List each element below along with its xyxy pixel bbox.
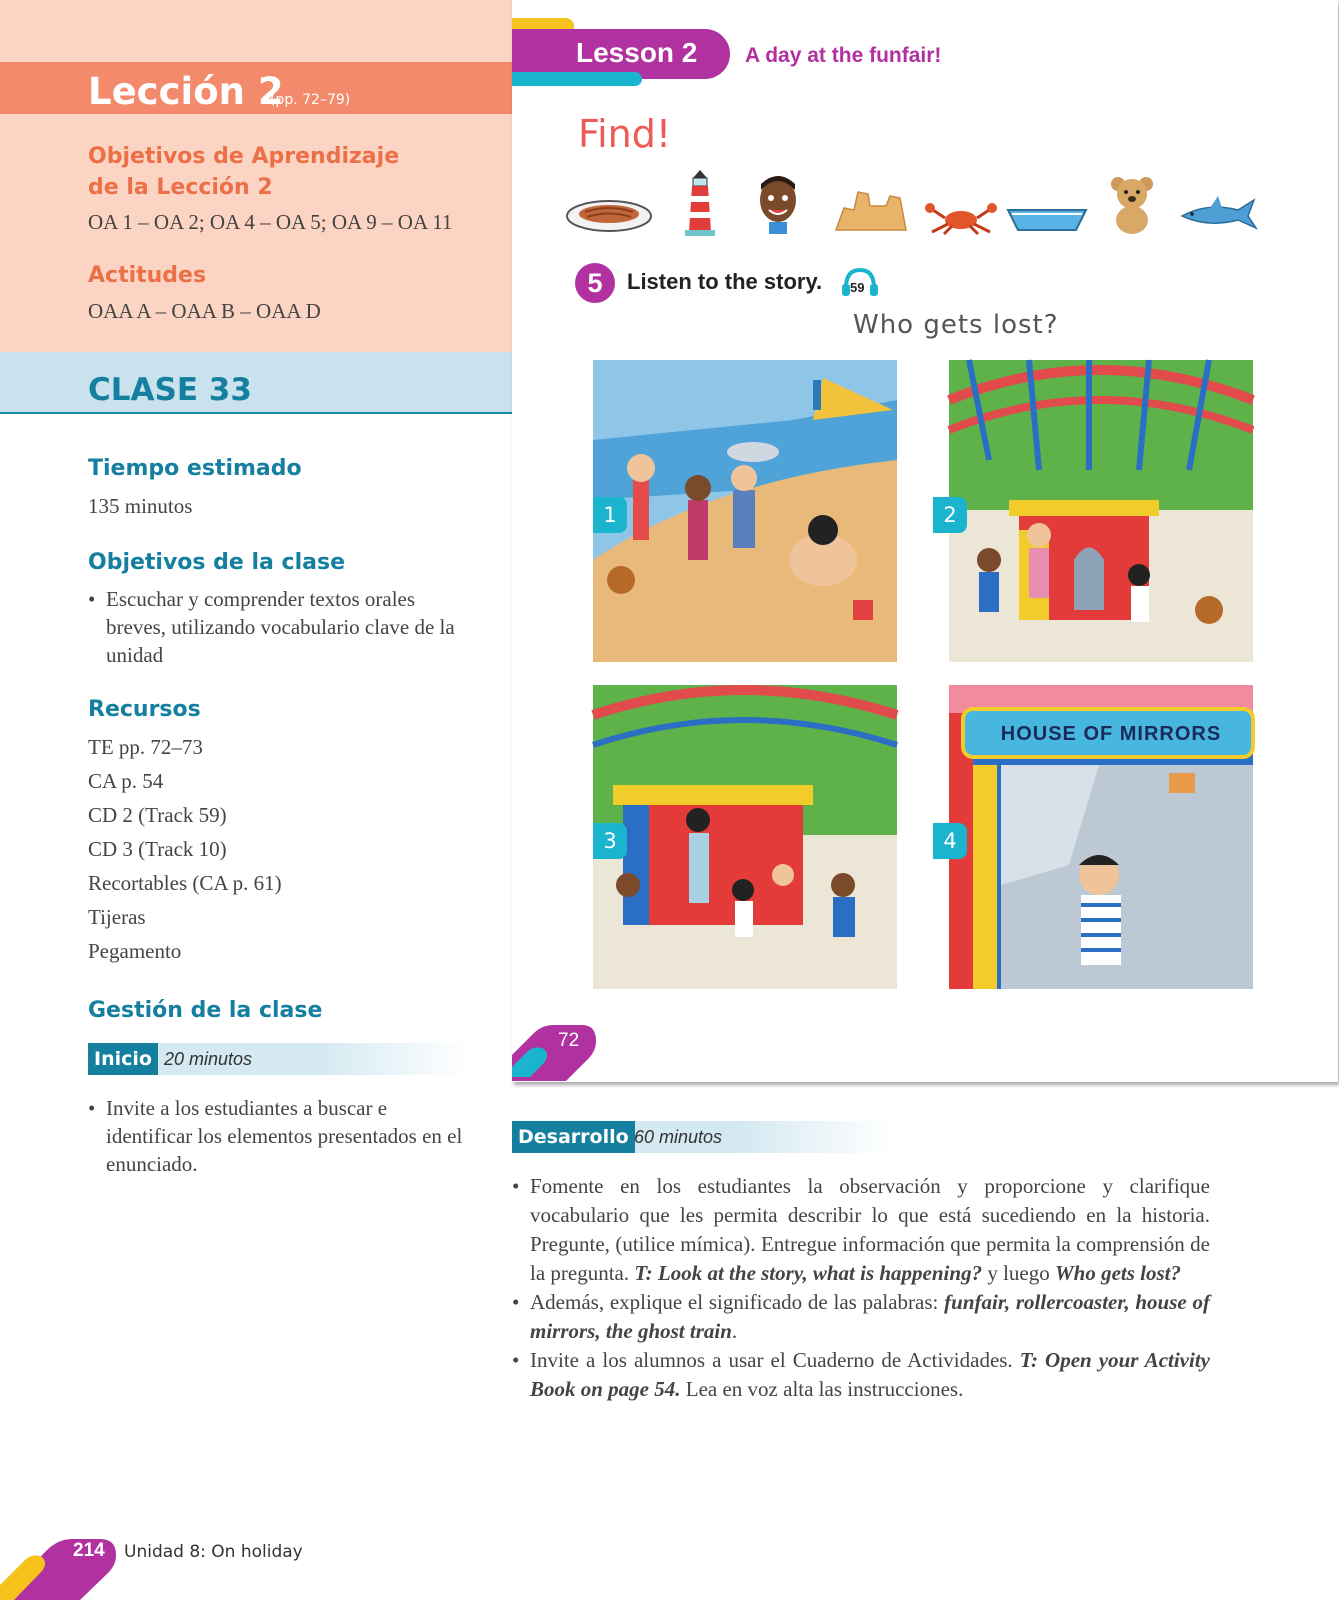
time-heading: Tiempo estimado (88, 456, 302, 481)
attitudes-codes: OAA A – OAA B – OAA D (88, 299, 321, 323)
desarrollo-time: 60 minutos (634, 1127, 723, 1147)
desarrollo-label: Desarrollo (512, 1121, 635, 1153)
list-item: • Escuchar y comprender textos orales breves, utilizando vocabulario clave de la unidad (88, 585, 478, 669)
desarrollo-item2-text: Además, explique el significado de las palabras: (530, 1290, 939, 1314)
teddy-bear-icon (1104, 174, 1160, 236)
lesson-pages: (pp. 72–79) (270, 92, 351, 108)
find-title: Find! (578, 112, 672, 156)
footer-page-number-shape (0, 1525, 120, 1600)
list-item: Pegamento (88, 939, 182, 963)
time-value: 135 minutos (88, 494, 193, 518)
objectives-heading-line1: Objetivos de Aprendizaje (88, 144, 400, 169)
list-item: CD 3 (Track 10) (88, 837, 227, 861)
track-number: 59 (850, 280, 865, 295)
lesson-pill-accent (512, 72, 642, 86)
ghost-train-scene-illustration (593, 685, 897, 989)
desarrollo-item1-question-2: Who gets lost? (1054, 1261, 1182, 1285)
story-question: Who gets lost? (853, 310, 1059, 340)
inicio-stripe (88, 1043, 468, 1075)
sausages-plate-icon (565, 192, 653, 236)
sb-lesson-subtitle: A day at the funfair! (745, 44, 942, 67)
desarrollo-item3-text-2: Lea en voz alta las instrucciones. (685, 1377, 964, 1401)
desarrollo-item1-connector: y luego (987, 1261, 1050, 1285)
list-item (512, 1172, 1210, 1288)
story-panel-1 (593, 360, 897, 662)
footer-page-number: 214 (73, 1540, 105, 1561)
boat-icon (1006, 204, 1088, 234)
inicio-time: 20 minutos (164, 1049, 253, 1069)
objectives-codes: OA 1 – OA 2; OA 4 – OA 5; OA 9 – OA 11 (88, 210, 453, 234)
crab-icon (924, 200, 998, 236)
desarrollo-item1-question: T: Look at the story, what is happening? (634, 1261, 983, 1285)
attitudes-heading: Actitudes (88, 263, 207, 288)
objectives-heading (88, 141, 399, 203)
list-item: • Invite a los estudiantes a buscar e identificar los elementos presentados en el enunciado. (88, 1094, 478, 1178)
desarrollo-stripe (512, 1121, 892, 1153)
audio-track-badge[interactable] (840, 266, 880, 298)
inicio-label: Inicio (88, 1043, 158, 1075)
desarrollo-item2-period: . (731, 1319, 738, 1343)
panel-number-3: 3 (593, 823, 627, 859)
list-item: Tijeras (88, 905, 146, 929)
sb-page-number: 72 (558, 1030, 580, 1051)
panel-number-2: 2 (933, 497, 967, 533)
lighthouse-icon (683, 166, 717, 238)
sb-lesson-label: Lesson 2 (576, 37, 698, 68)
activity-number: 5 (575, 263, 615, 303)
list-item (512, 1346, 1210, 1404)
house-of-mirrors-sign: HOUSE OF MIRRORS (1000, 723, 1222, 745)
desarrollo-item2-words: funfair, rollercoaster, house of mirrors, the ghost train (530, 1290, 1210, 1343)
lesson-title: Lección 2 (88, 70, 284, 113)
resources-heading: Recursos (88, 697, 201, 722)
panel-number-4: 4 (933, 823, 967, 859)
list-item: TE pp. 72–73 (88, 735, 203, 759)
list-item: CA p. 54 (88, 769, 164, 793)
list-item: CD 2 (Track 59) (88, 803, 227, 827)
panel-number-1: 1 (593, 497, 627, 533)
shark-icon (1178, 194, 1258, 234)
funfair-scene-illustration (949, 360, 1253, 662)
beach-scene-illustration (593, 360, 897, 662)
class-objectives-list (88, 585, 478, 669)
desarrollo-item3-text: Invite a los alumnos a usar el Cuaderno de Actividades. (530, 1348, 1013, 1372)
list-item: Recortables (CA p. 61) (88, 871, 282, 895)
clase-band (0, 352, 512, 414)
story-panel-4 (943, 685, 1253, 989)
footer-unit-title: Unidad 8: On holiday (124, 1542, 303, 1562)
inicio-list (88, 1094, 478, 1178)
management-heading: Gestión de la clase (88, 998, 323, 1023)
class-objectives-heading: Objetivos de la clase (88, 550, 345, 575)
clase-title: CLASE 33 (88, 372, 252, 408)
story-panel-3 (593, 685, 897, 989)
desarrollo-item1-text: Fomente en los estudiantes la observación y proporcione y clarifique vocabulario que les permita describir lo que está sucediendo en la historia. Pregunte, (utilice mímica). Entregue información que permita la comprensión de la pregunta. (530, 1174, 1210, 1285)
activity-instruction: Listen to the story. (627, 269, 823, 294)
desarrollo-list (512, 1172, 1210, 1404)
sandcastle-icon (834, 186, 910, 234)
sb-page-number-shape (512, 1015, 596, 1083)
boy-face-icon (755, 170, 801, 236)
objectives-heading-line2: de la Lección 2 (88, 175, 273, 200)
list-item (512, 1288, 1210, 1346)
resources-list (88, 730, 282, 968)
story-panel-2 (943, 360, 1253, 662)
desarrollo-item3-instruction: T: Open your Activity Book on page 54. (530, 1348, 1210, 1401)
